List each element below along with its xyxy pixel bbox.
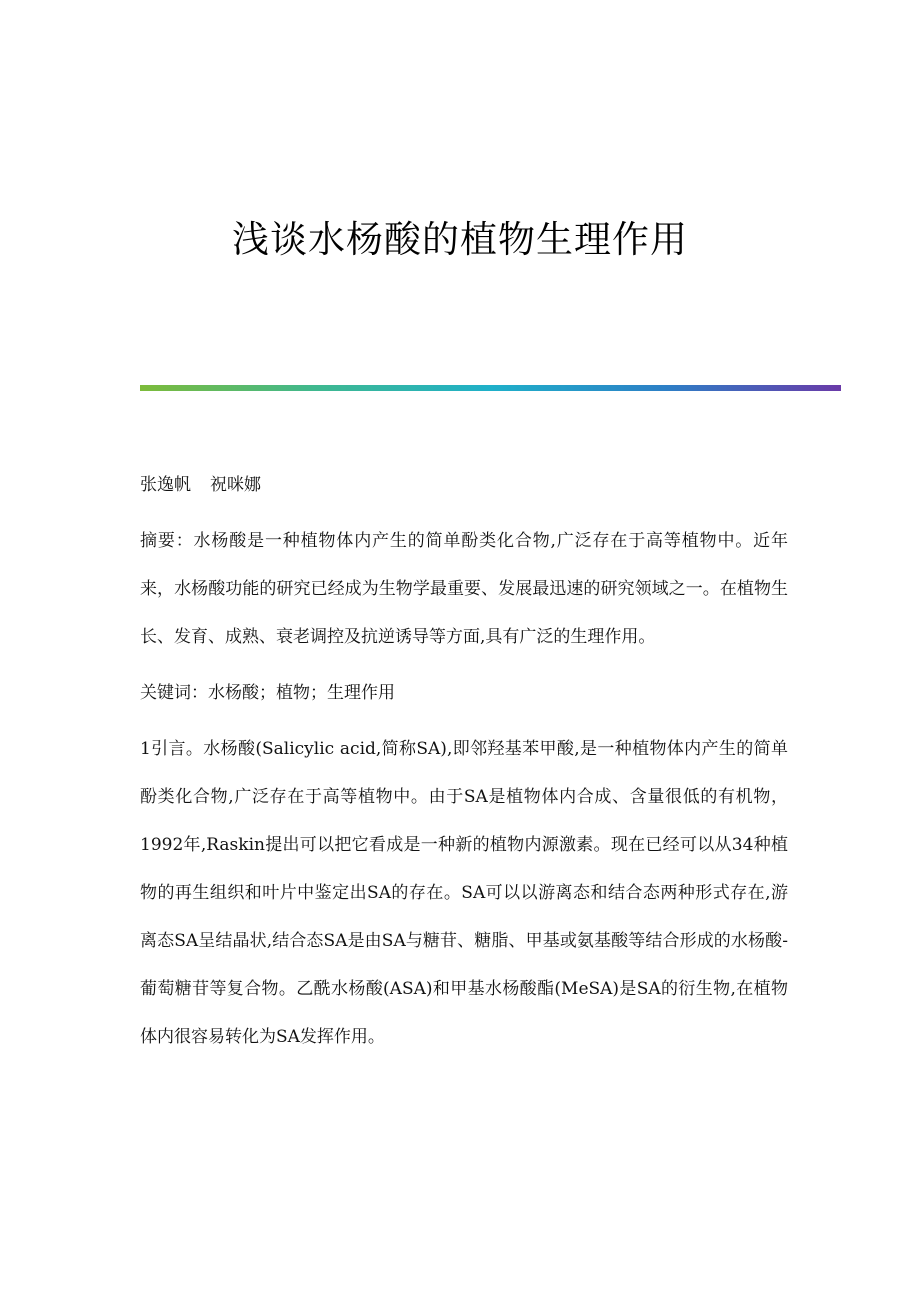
keywords-paragraph: 关键词：水杨酸；植物；生理作用: [140, 683, 395, 703]
abstract-paragraph: 摘要：水杨酸是一种植物体内产生的简单酚类化合物,广泛存在于高等植物中。近年来，水杨酸功能的研究已经成为生物学最重要、发展最迅速的研究领域之一。在植物生长、发育、成熟、衰老调控及抗逆诱导等方面,具有广泛的生理作用。: [140, 531, 788, 647]
author-name: 祝咪娜: [210, 475, 261, 495]
document-body: [140, 461, 788, 1069]
introduction-paragraph: 1引言。水杨酸(Salicylic acid,简称SA),即邻羟基苯甲酸,是一种植物体内产生的简单酚类化合物,广泛存在于高等植物中。由于SA是植物体内合成、含量很低的有机物，1992年,Raskin提出可以把它看成是一种新的植物内源激素。现在已经可以从34种植物的再生组织和叶片中鉴定出SA的存在。SA可以以游离态和结合态两种形式存在,游离态SA呈结晶状,结合态SA是由SA与糖苷、糖脂、甲基或氨基酸等结合形成的水杨酸-葡萄糖苷等复合物。乙酰水杨酸(ASA)和甲基水杨酸酯(MeSA)是SA的衍生物,在植物体内很容易转化为SA发挥作用。: [140, 739, 788, 1047]
document-title: 浅谈水杨酸的植物生理作用: [232, 218, 688, 261]
title-divider: [140, 385, 841, 391]
author-name: 张逸帆: [140, 475, 191, 495]
author-line: [140, 461, 788, 509]
